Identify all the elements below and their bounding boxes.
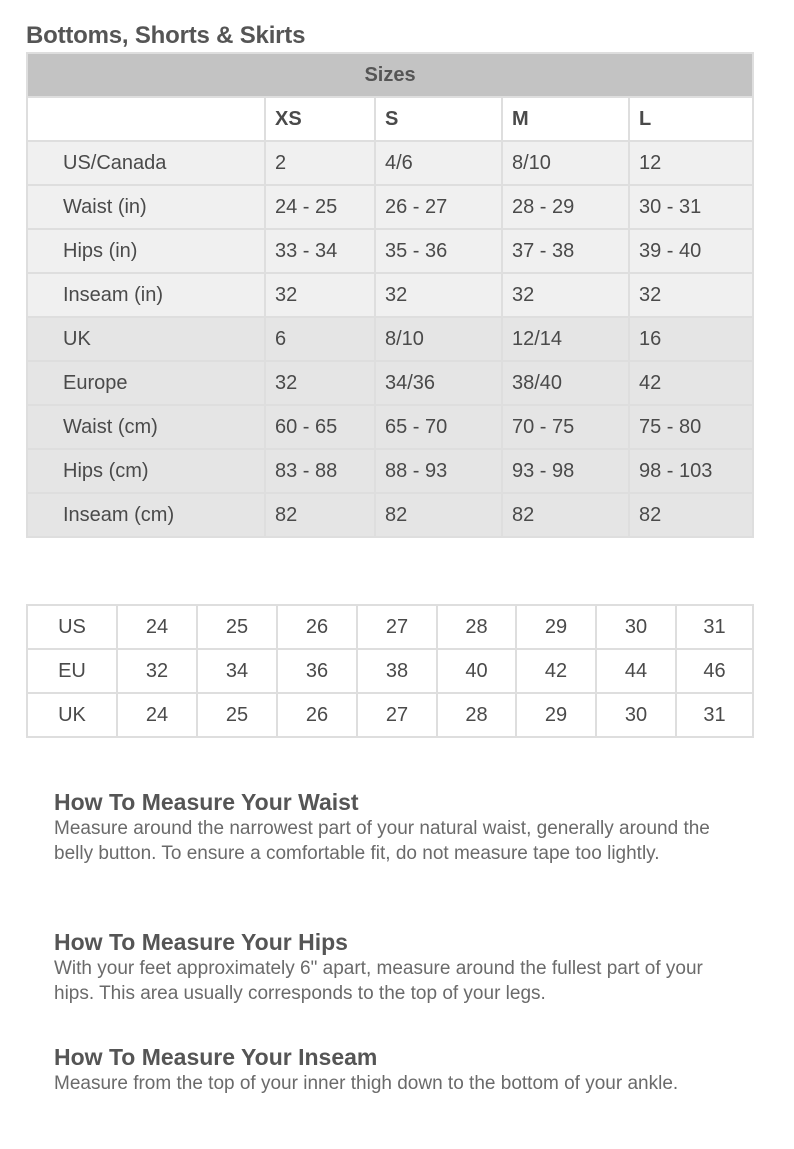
- table-row: [27, 405, 753, 449]
- table-cell: 16: [629, 317, 753, 361]
- table-cell: 12: [629, 141, 753, 185]
- table-row: [27, 141, 753, 185]
- row-label: US: [27, 605, 117, 649]
- table-cell: 6: [265, 317, 375, 361]
- row-label: Europe: [27, 361, 265, 405]
- row-label: UK: [27, 693, 117, 737]
- table-cell: 30 - 31: [629, 185, 753, 229]
- table-cell: 98 - 103: [629, 449, 753, 493]
- section-heading: How To Measure Your Hips: [54, 929, 348, 955]
- table-cell: 32: [629, 273, 753, 317]
- table-cell: 42: [629, 361, 753, 405]
- size-column-header: M: [502, 97, 629, 141]
- table-cell: 2: [265, 141, 375, 185]
- table-cell: 82: [629, 493, 753, 537]
- inseam-measure-section: [54, 1043, 734, 1096]
- table-cell: 37 - 38: [502, 229, 629, 273]
- table-cell: 8/10: [502, 141, 629, 185]
- row-label: EU: [27, 649, 117, 693]
- table-cell: 82: [502, 493, 629, 537]
- table-cell: 31: [676, 693, 753, 737]
- table-cell: 26: [277, 693, 357, 737]
- table-row: [27, 605, 753, 649]
- table-cell: 32: [375, 273, 502, 317]
- table-cell: 28 - 29: [502, 185, 629, 229]
- table-cell: 44: [596, 649, 676, 693]
- table-cell: 29: [516, 693, 596, 737]
- table-cell: 32: [265, 273, 375, 317]
- table-cell: 38: [357, 649, 437, 693]
- table-row: [27, 493, 753, 537]
- sizes-header: Sizes: [27, 53, 753, 97]
- table-cell: 8/10: [375, 317, 502, 361]
- corner-cell: [27, 97, 265, 141]
- table-cell: 82: [265, 493, 375, 537]
- section-heading: How To Measure Your Waist: [54, 789, 359, 815]
- size-column-header: XS: [265, 97, 375, 141]
- table-cell: 82: [375, 493, 502, 537]
- table-cell: 27: [357, 693, 437, 737]
- size-column-header: S: [375, 97, 502, 141]
- table-row: [27, 649, 753, 693]
- table-row: [27, 229, 753, 273]
- table-row: [27, 449, 753, 493]
- table-cell: 25: [197, 605, 277, 649]
- row-label: Inseam (cm): [27, 493, 265, 537]
- table-cell: 39 - 40: [629, 229, 753, 273]
- waist-measure-section: [54, 788, 734, 866]
- table-cell: 36: [277, 649, 357, 693]
- table-cell: 24: [117, 605, 197, 649]
- table-cell: 26 - 27: [375, 185, 502, 229]
- hips-measure-section: [54, 928, 734, 1006]
- table-cell: 24 - 25: [265, 185, 375, 229]
- row-label: Waist (cm): [27, 405, 265, 449]
- table-cell: 30: [596, 605, 676, 649]
- table-cell: 46: [676, 649, 753, 693]
- table-cell: 26: [277, 605, 357, 649]
- table-cell: 28: [437, 605, 516, 649]
- section-body: Measure around the narrowest part of your natural waist, generally around the belly button. To ensure a comfortable fit, do not measure tape too lightly.: [54, 818, 710, 864]
- table-cell: 34/36: [375, 361, 502, 405]
- size-chart-table: [26, 52, 754, 538]
- table-cell: 93 - 98: [502, 449, 629, 493]
- table-cell: 40: [437, 649, 516, 693]
- table-cell: 75 - 80: [629, 405, 753, 449]
- table-cell: 88 - 93: [375, 449, 502, 493]
- row-label: Hips (cm): [27, 449, 265, 493]
- table-cell: 38/40: [502, 361, 629, 405]
- row-label: US/Canada: [27, 141, 265, 185]
- section-body: Measure from the top of your inner thigh down to the bottom of your ankle.: [54, 1073, 679, 1094]
- table-cell: 32: [265, 361, 375, 405]
- table-cell: 70 - 75: [502, 405, 629, 449]
- table-cell: 34: [197, 649, 277, 693]
- table-cell: 4/6: [375, 141, 502, 185]
- row-label: Waist (in): [27, 185, 265, 229]
- page-title: Bottoms, Shorts & Skirts: [26, 22, 306, 49]
- table-cell: 28: [437, 693, 516, 737]
- table-cell: 42: [516, 649, 596, 693]
- size-column-header: L: [629, 97, 753, 141]
- table-cell: 65 - 70: [375, 405, 502, 449]
- table-row: [27, 185, 753, 229]
- section-heading: How To Measure Your Inseam: [54, 1044, 378, 1070]
- row-label: Hips (in): [27, 229, 265, 273]
- table-row: [27, 317, 753, 361]
- table-cell: 12/14: [502, 317, 629, 361]
- table-cell: 29: [516, 605, 596, 649]
- table-cell: 30: [596, 693, 676, 737]
- table-cell: 35 - 36: [375, 229, 502, 273]
- size-conversion-table: [26, 604, 754, 738]
- table-cell: 24: [117, 693, 197, 737]
- table-cell: 31: [676, 605, 753, 649]
- table-cell: 60 - 65: [265, 405, 375, 449]
- table-cell: 32: [502, 273, 629, 317]
- table-cell: 27: [357, 605, 437, 649]
- section-body: With your feet approximately 6" apart, measure around the fullest part of your hips. This area usually corresponds to the top of your legs.: [54, 958, 703, 1004]
- table-row: [27, 273, 753, 317]
- table-cell: 33 - 34: [265, 229, 375, 273]
- table-row: [27, 361, 753, 405]
- row-label: Inseam (in): [27, 273, 265, 317]
- row-label: UK: [27, 317, 265, 361]
- table-cell: 83 - 88: [265, 449, 375, 493]
- table-cell: 32: [117, 649, 197, 693]
- table-row: [27, 693, 753, 737]
- table-cell: 25: [197, 693, 277, 737]
